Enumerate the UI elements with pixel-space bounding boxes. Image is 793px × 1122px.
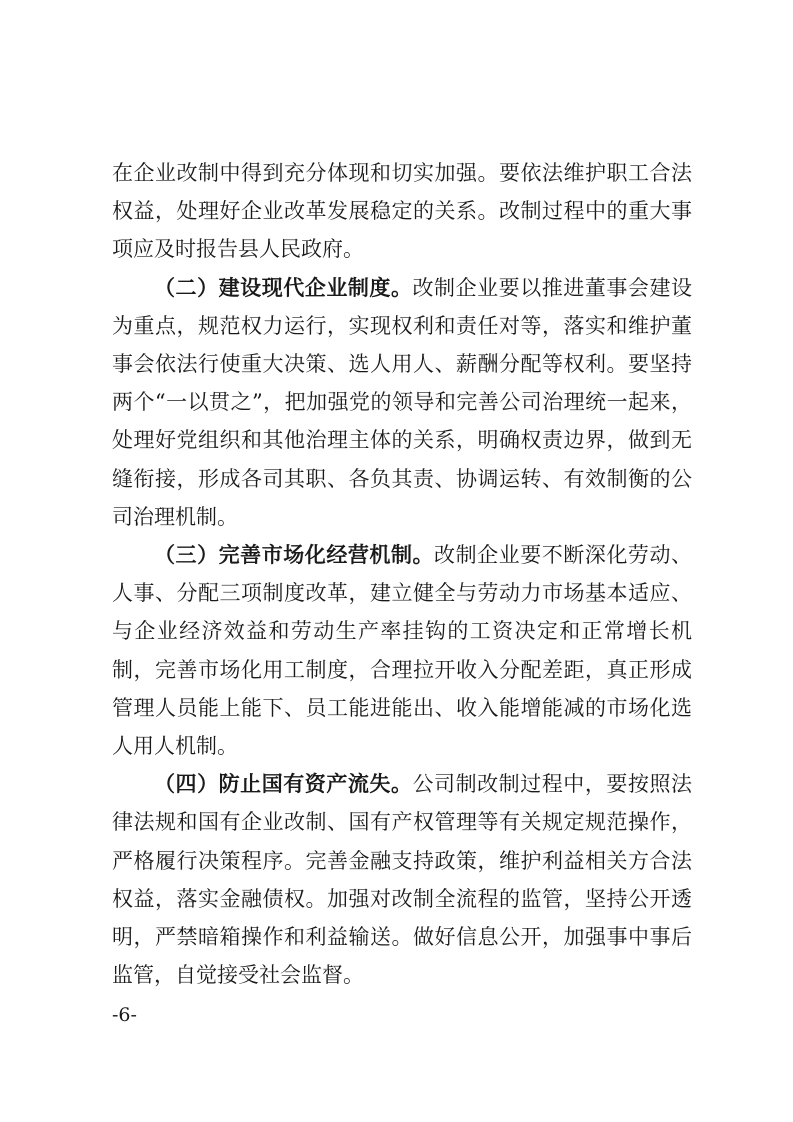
- text-line: 明，严禁暗箱操作和利益输送。做好信息公开，加强事中事后: [112, 925, 692, 949]
- text-line: 缝衔接，形成各司其职、各负其责、协调运转、有效制衡的公: [112, 467, 692, 491]
- section-first-line: [154, 767, 692, 801]
- section-heading: （四）防止国有资产流失。: [154, 771, 413, 796]
- text-line: 制，完善市场化用工制度，合理拉开收入分配差距，真正形成: [112, 658, 692, 682]
- text-line: 监管，自觉接受社会监督。: [112, 963, 364, 987]
- section-first-line: [154, 538, 692, 572]
- text-line: 权益，处理好企业改革发展稳定的关系。改制过程中的重大事: [112, 199, 692, 223]
- text-line: 事会依法行使重大决策、选人用人、薪酬分配等权利。要坚持: [112, 352, 692, 376]
- section-text: 改制企业要不断深化劳动、: [434, 543, 693, 567]
- text-line: 律法规和国有企业改制、国有产权管理等有关规定规范操作，: [112, 810, 692, 834]
- page-number: -6-: [112, 1004, 137, 1026]
- section-first-line: [154, 271, 692, 305]
- section-text: 改制企业要以推进董事会建设: [412, 276, 692, 300]
- text-line: 严格履行决策程序。完善金融支持政策，维护利益相关方合法: [112, 849, 692, 873]
- text-line: 在企业改制中得到充分体现和切实加强。要依法维护职工合法: [112, 161, 692, 185]
- text-line: 项应及时报告县人民政府。: [112, 237, 364, 261]
- text-line: 处理好党组织和其他治理主体的关系，明确权责边界，做到无: [112, 428, 692, 452]
- text-line: 人用人机制。: [112, 734, 238, 758]
- section-heading: （三）完善市场化经营机制。: [154, 542, 435, 567]
- section-heading: （二）建设现代企业制度。: [154, 275, 413, 300]
- text-line: 人事、分配三项制度改革，建立健全与劳动力市场基本适应、: [112, 581, 692, 605]
- text-line: 与企业经济效益和劳动生产率挂钩的工资决定和正常增长机: [112, 619, 692, 643]
- text-line: 权益，落实金融债权。加强对改制全流程的监管，坚持公开透: [112, 887, 692, 911]
- section-text: 公司制改制过程中，要按照法: [412, 772, 692, 796]
- text-line: 为重点，规范权力运行，实现权利和责任对等，落实和维护董: [112, 314, 692, 338]
- text-line: 管理人员能上能下、员工能进能出、收入能增能减的市场化选: [112, 696, 692, 720]
- text-line: 司治理机制。: [112, 505, 238, 529]
- text-line: 两个“一以贯之”，把加强党的领导和完善公司治理统一起来，: [112, 390, 692, 414]
